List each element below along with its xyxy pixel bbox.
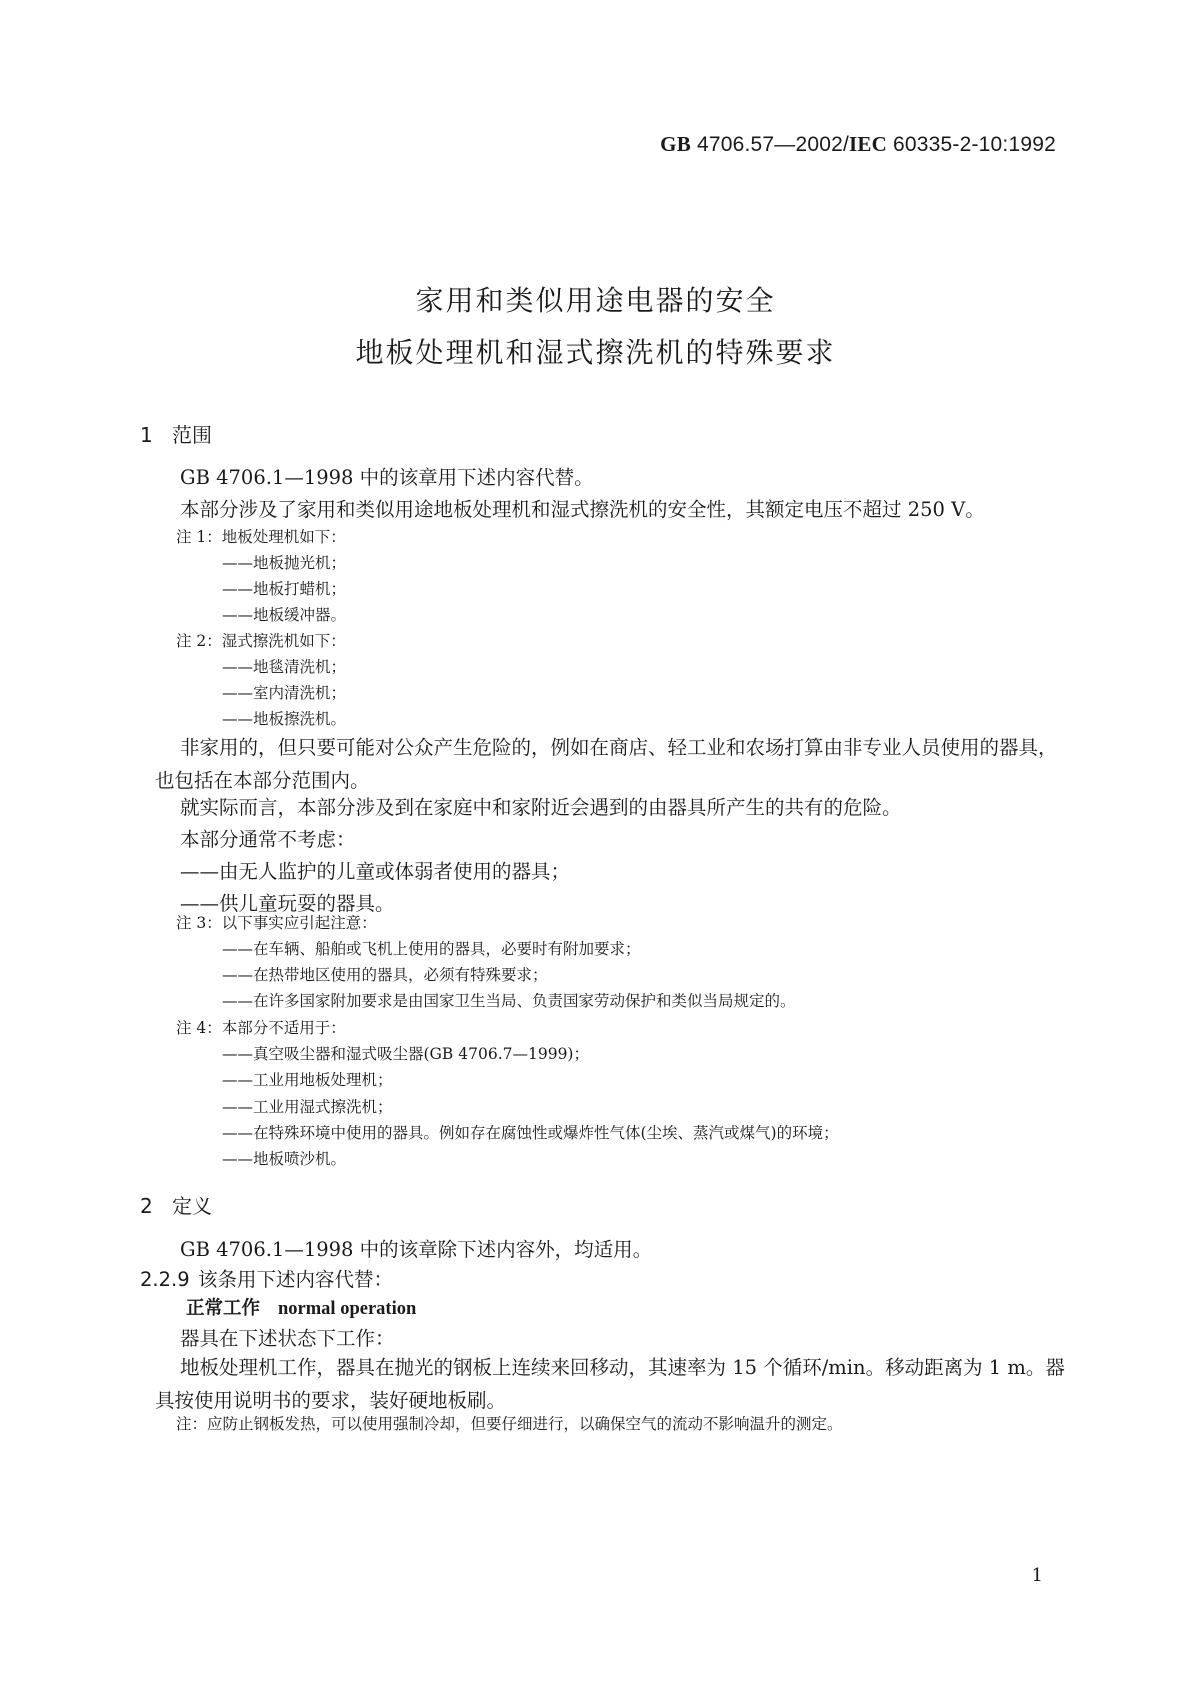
section-title: 定义 xyxy=(172,1194,212,1218)
section-number: 1 xyxy=(140,423,153,447)
list-item: ——地板缓冲器。 xyxy=(222,606,347,624)
paragraph: GB 4706.1—1998 中的该章用下述内容代替。 xyxy=(180,466,594,489)
section-2-heading xyxy=(140,1190,212,1219)
list-item: ——地板擦洗机。 xyxy=(222,710,347,728)
list-item: ——在车辆、船舶或飞机上使用的器具，必要时有附加要求； xyxy=(222,940,641,958)
list-item: ——在特殊环境中使用的器具。例如存在腐蚀性或爆炸性气体(尘埃、蒸汽或煤气)的环境； xyxy=(222,1124,839,1142)
list-item: ——供儿童玩耍的器具。 xyxy=(180,892,395,915)
paragraph: 地板处理机工作，器具在抛光的钢板上连续来回移动，其速率为 15 个循环/min。移动距离为 1 m。器具按使用说明书的要求，装好硬地板刷。 xyxy=(155,1356,1065,1412)
term-definition xyxy=(186,1294,416,1320)
page-number: 1 xyxy=(1031,1565,1043,1586)
paragraph: 就实际而言，本部分涉及到在家庭中和家附近会遇到的由器具所产生的共有的危险。 xyxy=(180,796,902,819)
note: 注：应防止钢板发热，可以使用强制冷却，但要仔细进行，以确保空气的流动不影响温升的测定。 xyxy=(176,1415,843,1433)
iec-prefix: IEC xyxy=(849,132,887,156)
document-title-line-1: 家用和类似用途电器的安全 xyxy=(415,284,776,317)
paragraph: GB 4706.1—1998 中的该章除下述内容外，均适用。 xyxy=(180,1238,653,1261)
clause-text: 该条用下述内容代替： xyxy=(198,1268,394,1291)
note-label: 注 4：本部分不适用于： xyxy=(176,1019,346,1037)
section-1-heading xyxy=(140,419,212,448)
document-title-line-2: 地板处理机和湿式擦洗机的特殊要求 xyxy=(355,336,836,369)
clause-number: 2.2.9 xyxy=(140,1268,190,1291)
list-item: ——地板打蜡机； xyxy=(222,580,347,598)
paragraph: 非家用的，但只要可能对公众产生危险的，例如在商店、轻工业和农场打算由非专业人员使用的器具，也包括在本部分范围内。 xyxy=(155,736,1058,792)
list-item: ——地板喷沙机。 xyxy=(222,1150,347,1168)
gb-number: 4706.57—2002/ xyxy=(696,133,850,156)
clause-heading xyxy=(140,1264,393,1292)
term-chinese: 正常工作 xyxy=(186,1298,261,1319)
iec-number: 60335-2-10:1992 xyxy=(893,133,1056,156)
section-title: 范围 xyxy=(172,423,212,447)
paragraph: 器具在下述状态下工作： xyxy=(180,1327,395,1350)
list-item: ——真空吸尘器和湿式吸尘器(GB 4706.7—1999)； xyxy=(222,1045,589,1063)
gb-prefix: GB xyxy=(660,132,691,156)
note-label: 注 3：以下事实应引起注意： xyxy=(176,914,377,932)
list-item: ——地板抛光机； xyxy=(222,554,347,572)
paragraph: 本部分通常不考虑： xyxy=(180,828,356,851)
list-item: ——室内清洗机； xyxy=(222,684,347,702)
list-item: ——工业用地板处理机； xyxy=(222,1071,393,1089)
list-item: ——工业用湿式擦洗机； xyxy=(222,1098,393,1116)
list-item: ——在热带地区使用的器具，必须有特殊要求； xyxy=(222,966,548,984)
term-english: normal operation xyxy=(278,1299,417,1319)
paragraph: 本部分涉及了家用和类似用途地板处理机和湿式擦洗机的安全性，其额定电压不超过 250 V。 xyxy=(180,498,985,521)
note-label: 注 2：湿式擦洗机如下： xyxy=(176,632,346,650)
standard-code xyxy=(660,132,1056,157)
list-item: ——在许多国家附加要求是由国家卫生当局、负责国家劳动保护和类似当局规定的。 xyxy=(222,992,796,1010)
note-label: 注 1：地板处理机如下： xyxy=(176,528,346,546)
list-item: ——地毯清洗机； xyxy=(222,658,347,676)
list-item: ——由无人监护的儿童或体弱者使用的器具； xyxy=(180,860,571,883)
section-number: 2 xyxy=(140,1194,153,1218)
